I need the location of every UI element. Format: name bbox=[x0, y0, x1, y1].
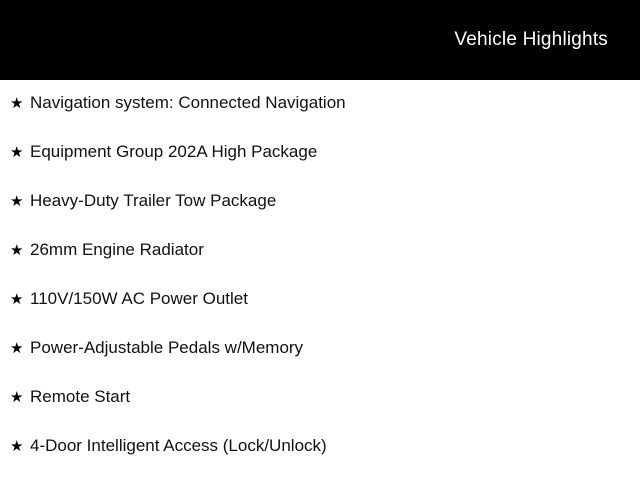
star-bullet-icon: ★ bbox=[10, 291, 24, 308]
star-bullet-icon: ★ bbox=[10, 438, 24, 455]
list-item-label: 110V/150W AC Power Outlet bbox=[30, 289, 248, 308]
star-bullet-icon: ★ bbox=[10, 242, 24, 259]
list-item bbox=[0, 288, 640, 337]
list-item bbox=[0, 239, 640, 288]
list-item-label: Navigation system: Connected Navigation bbox=[30, 93, 346, 112]
list-item bbox=[0, 92, 640, 141]
star-bullet-icon: ★ bbox=[10, 193, 24, 210]
list-item-label: 4-Door Intelligent Access (Lock/Unlock) bbox=[30, 436, 327, 455]
star-bullet-icon: ★ bbox=[10, 95, 24, 112]
star-bullet-icon: ★ bbox=[10, 389, 24, 406]
page-header bbox=[0, 0, 640, 80]
vehicle-highlights-list bbox=[0, 80, 640, 484]
list-item-label: Equipment Group 202A High Package bbox=[30, 142, 318, 161]
page-title: Vehicle Highlights bbox=[454, 29, 608, 50]
list-item bbox=[0, 435, 640, 484]
list-item-label: Remote Start bbox=[30, 387, 131, 406]
list-item-label: Power-Adjustable Pedals w/Memory bbox=[30, 338, 304, 357]
list-item-label: 26mm Engine Radiator bbox=[30, 240, 204, 259]
list-item-label: Heavy-Duty Trailer Tow Package bbox=[30, 191, 277, 210]
list-item bbox=[0, 141, 640, 190]
star-bullet-icon: ★ bbox=[10, 144, 24, 161]
star-bullet-icon: ★ bbox=[10, 340, 24, 357]
list-item bbox=[0, 190, 640, 239]
list-item bbox=[0, 337, 640, 386]
list-item bbox=[0, 386, 640, 435]
